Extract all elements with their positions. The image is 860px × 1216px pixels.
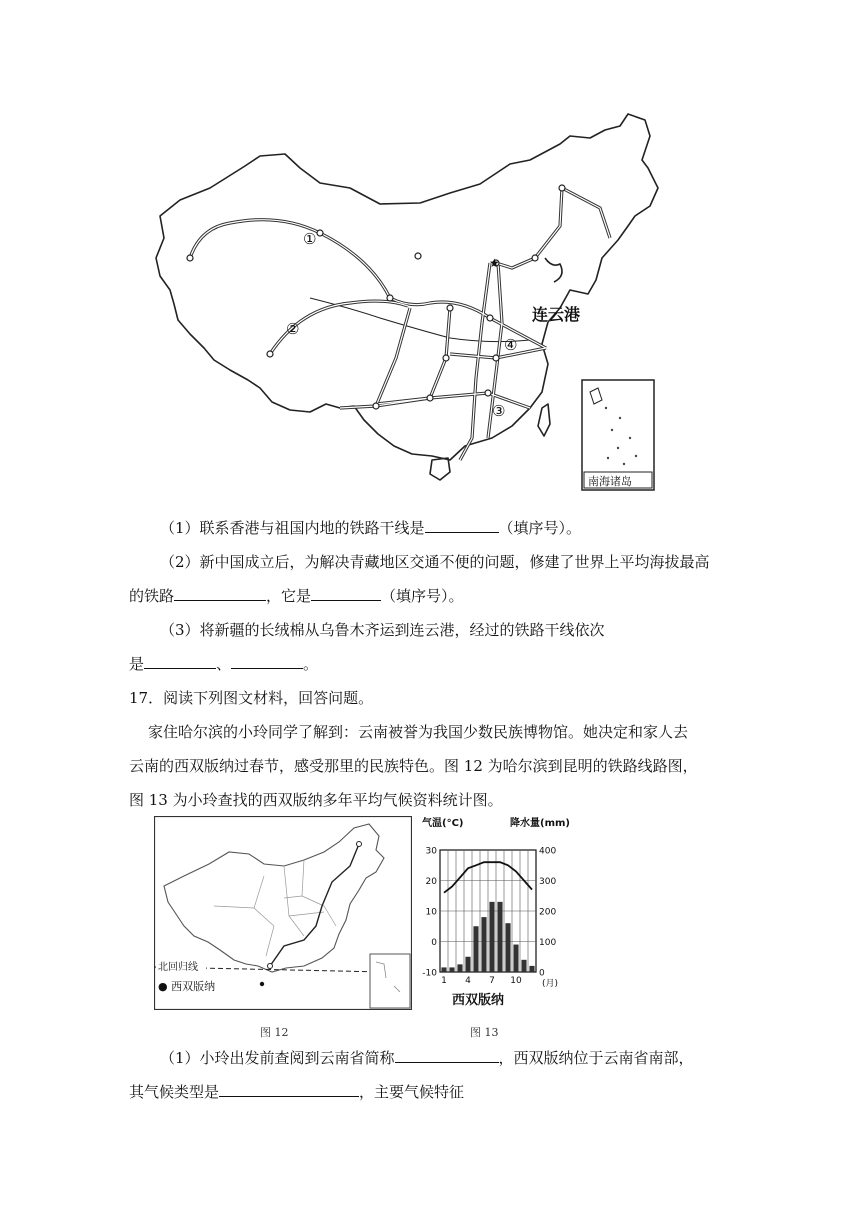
q16-line-1: （1）联系香港与祖国内地的铁路干线是 （填序号）。 [160,519,582,537]
xishuangbanna-legend: ● 西双版纳 [158,980,216,993]
q17-paragraph-line-1: 家住哈尔滨的小玲同学了解到：云南被誉为我国少数民族博物馆。她决定和家人去 [148,723,689,741]
y-left-tick: 20 [425,877,437,887]
x-tick: 7 [489,976,495,986]
precipitation-bar [465,957,470,972]
figure-13-climate-chart [418,812,578,1008]
y-right-tick: 200 [539,907,557,918]
answer-blank[interactable] [311,586,381,601]
precipitation-bar [529,966,534,972]
answer-blank[interactable] [425,518,499,533]
q16-line-5: 是 、 。 [129,655,319,673]
chart-title: 西双版纳 [452,993,505,1008]
y-right-label: 降水量(mm) [510,818,570,829]
y-right-tick: 300 [539,877,557,887]
y-left-tick: 10 [425,907,437,918]
y-right-tick: 100 [539,938,557,948]
y-left-tick: 30 [425,846,437,857]
station-dots [187,185,565,409]
q16-line-2: （2）新中国成立后，为解决青藏地区交通不便的问题，修建了世界上平均海拔最高 [160,553,710,571]
answer-blank[interactable] [144,654,216,669]
taiwan-island [538,404,550,436]
q17-paragraph-line-2: 云南的西双版纳过春节，感受那里的民族特色。图 12 为哈尔滨到昆明的铁路线路图， [129,757,698,775]
answer-blank[interactable] [395,1048,499,1063]
precipitation-bar [481,917,486,972]
answer-blank[interactable] [219,1082,359,1097]
q17-sub-line-1: （1）小玲出发前查阅到云南省简称 ，西双版纳位于云南省南部， [160,1049,694,1067]
hainan-island [430,458,450,480]
x-unit-label: (月) [542,979,559,989]
precipitation-bar [513,945,518,972]
answer-blank[interactable] [174,586,266,601]
answer-blank[interactable] [231,654,303,669]
x-tick: 4 [465,976,471,986]
precipitation-bar [449,967,454,972]
precipitation-bar [505,923,510,972]
x-tick: 10 [510,976,522,986]
marker-1: ① [303,230,317,248]
marker-2: ② [286,320,300,338]
figure-13-caption: 图 13 [470,1026,499,1039]
y-right-tick: 0 [539,968,545,979]
precipitation-bar [489,902,494,972]
q17-title: 17．阅读下列图文材料，回答问题。 [129,689,374,707]
precipitation-bar [457,964,462,972]
tropic-of-cancer-label: 北回归线 [158,962,198,973]
q17-sub-line-2: 其气候类型是 ，主要气候特征 [129,1083,465,1101]
precipitation-bar [521,960,526,972]
xishuangbanna-dot [260,982,264,986]
figure-12-railway-map [154,816,412,1010]
q16-line-3: 的铁路 ，它是 （填序号）。 [129,587,464,605]
precipitation-bar [441,967,446,972]
marker-3: ③ [492,402,506,420]
q16-line-4: （3）将新疆的长绒棉从乌鲁木齐运到连云港，经过的铁路干线依次 [160,621,605,639]
label-south-sea-islands: 南海诸岛 [588,475,632,488]
y-left-tick: -10 [422,968,437,979]
y-right-tick: 400 [539,846,557,857]
figure-12-caption: 图 12 [260,1026,289,1039]
marker-4: ④ [504,336,518,354]
china-railway-map [150,108,662,498]
beijing-star: ★ [489,256,500,270]
label-lianyungang: 连云港 [532,305,581,324]
precipitation-bar [497,902,502,972]
y-left-label: 气温(°C) [422,818,464,829]
precipitation-bar [473,926,478,972]
x-tick: 1 [441,976,447,986]
q17-paragraph-line-3: 图 13 为小玲查找的西双版纳多年平均气候资料统计图。 [129,791,503,809]
y-left-tick: 0 [431,938,437,948]
